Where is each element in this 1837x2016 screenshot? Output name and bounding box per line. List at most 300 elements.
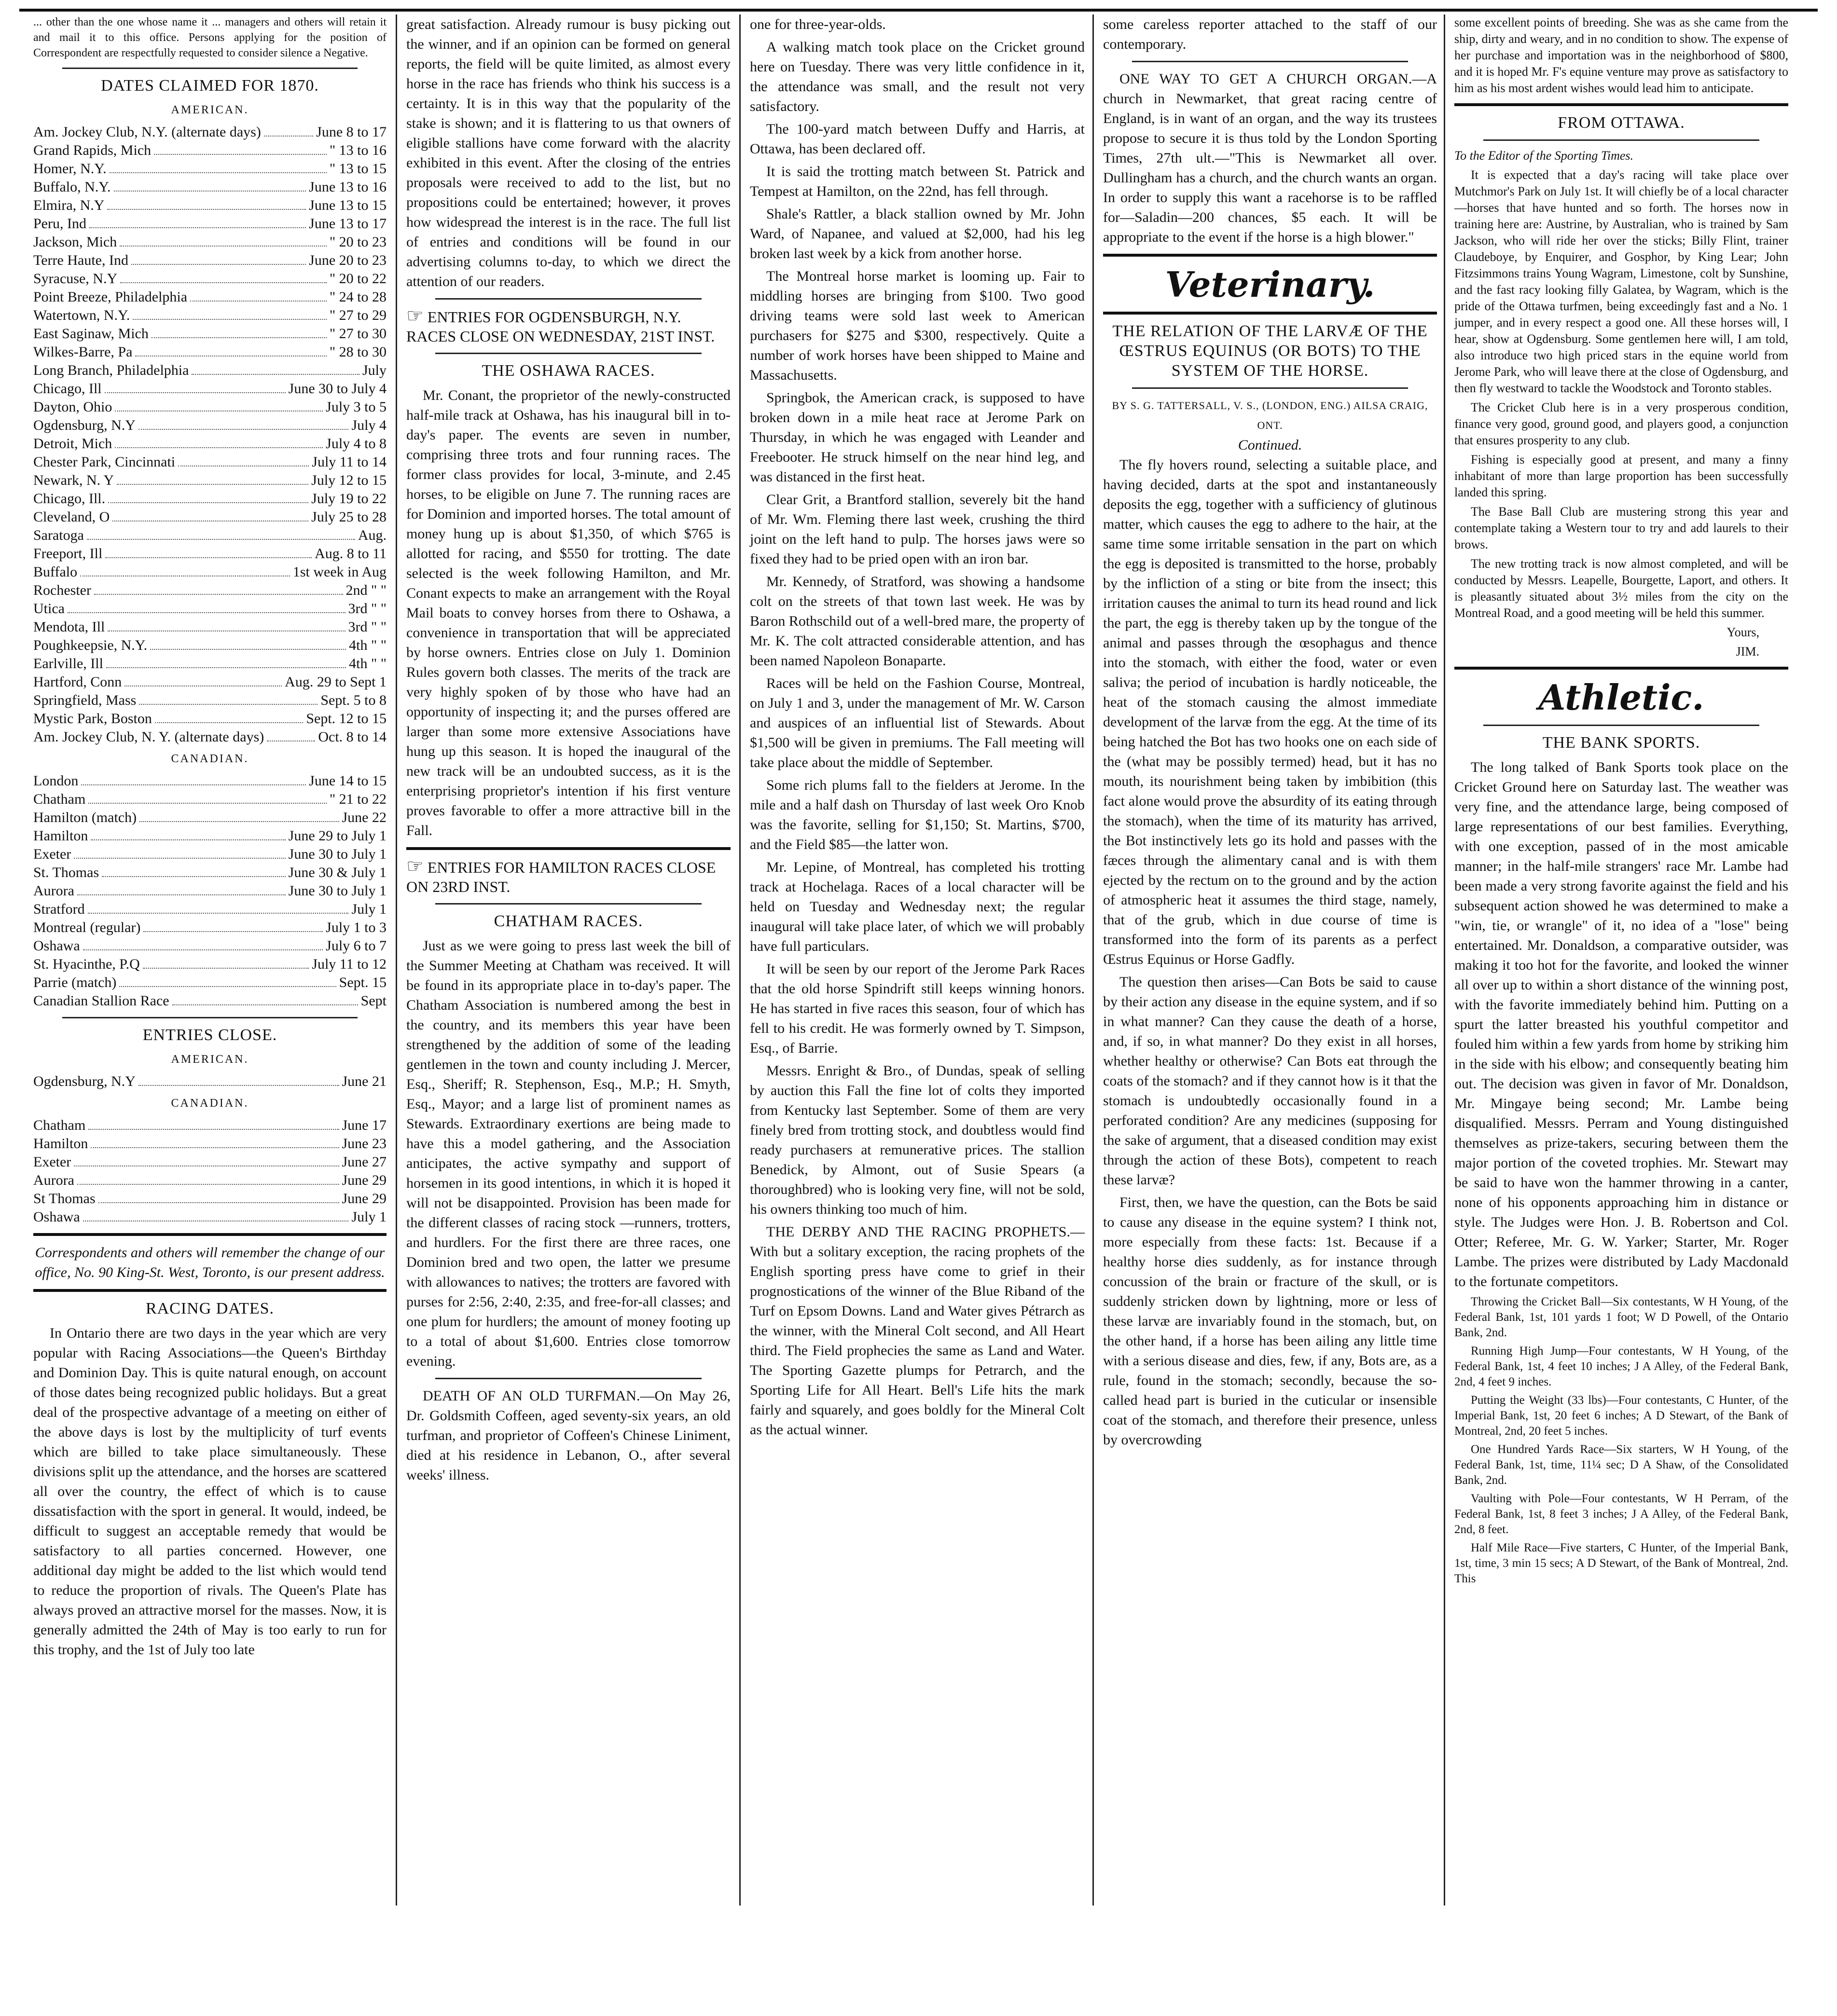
date-row [33,178,387,196]
leader-dots [88,900,349,914]
date-place: Hamilton [33,1136,88,1152]
leader-dots [106,655,346,668]
date-value: June 21 [342,1073,387,1089]
letter-signature: JIM. [1736,645,1759,658]
divider [1454,103,1788,106]
date-row [33,974,387,992]
leader-dots [120,233,327,247]
leader-dots [192,361,359,375]
chatham-races-body: Just as we were going to press last week the bill of the Summer Meeting at Chatham was received. It will be found in its appropriate place in to-day's paper. The Chatham Association is numbered among the best in the country, and its members this year have been strengthened by the addition of some of the leading gentlemen in the town and county including J. Mercer, Esq., Sheriff; R. Stephenson, Esq., M.P.; H. Smyth, Esq., Mayor; and a large list of prominent names as Stewards. Extraordinary exertions are being made to have this a model gathering, and the Association anticipates, the active sympathy and support of horsemen in its good intentions, in which it is hoped it will not be disappointed. Provision has been made for the different classes of racing stock —runners, trotters, and hurdlers. For the first there are three races, one Dominion bred and two open, the latter we presume with allowances to natives; the trotters are favored with purses for 2:56, 2:40, 2:35, and free-for-all classes; and one plum for hurdlers; the amount of money footing up to a total of about $1,600. Entries close tomorrow evening. [406,938,731,1369]
date-value: July 12 to 15 [311,472,387,488]
leader-dots [133,306,327,320]
canadian-dates-list [33,772,387,1010]
leader-dots [107,196,306,210]
leader-dots [68,600,345,613]
column-5 [1448,14,1795,1906]
racing-dates-title: RACING DATES. [145,1300,275,1317]
column-1 [27,14,393,1906]
date-row [33,416,387,435]
date-value: June 17 [342,1117,387,1133]
entries-close-title: ENTRIES CLOSE. [142,1026,277,1044]
date-value: June 23 [342,1136,387,1152]
news-item: Mr. Kennedy, of Stratford, was showing a handsome colt on the streets of that town last week. He was by Baron Rothschild out of a well-bred mare, the property of Mr. K. The colt attracted considerable attention, and has been named Napoleon Bonaparte. [750,574,1085,669]
date-place: Poughkeepsie, N.Y. [33,637,148,653]
date-value: 3rd " " [348,619,387,635]
divider [1103,254,1437,257]
date-value: " 21 to 22 [329,791,387,807]
hamilton-entries-heading [406,857,731,896]
date-place: Earlville, Ill [33,656,103,672]
date-value: July 4 to 8 [326,436,387,452]
leader-dots [91,827,285,840]
date-value: 4th " " [349,656,387,672]
date-value: Sept [360,993,387,1009]
date-row [33,306,387,325]
date-place: Freeport, Ill [33,546,103,562]
date-value: Aug. 29 to Sept 1 [285,674,387,690]
date-value: June 29 [342,1191,387,1207]
leader-dots [124,673,282,686]
date-row [33,827,387,845]
leader-dots [131,251,306,265]
news-item: Clear Grit, a Brantford stallion, severely bit the hand of Mr. Wm. Fleming there last week, crushing the third joint on the left hand to pulp. The horses jaws were so fixed they had to be pried open with an iron bar. [750,492,1085,567]
date-value: June 27 [342,1154,387,1170]
date-place: Elmira, N.Y [33,197,105,213]
divider [33,1289,387,1292]
entries-canadian-list [33,1116,387,1226]
date-value: July 6 to 7 [326,938,387,954]
divider [33,1233,387,1236]
date-row [33,233,387,251]
oshawa-races-title: THE OSHAWA RACES. [482,362,655,380]
date-place: London [33,773,79,789]
bots-article-body: The question then arises—Can Bots be said to cause by their action any disease in the equine system, and if so in what manner? Can they cause the death of a horse, and, if so, in what manner? Do they exist in all horses, whether healthy or otherwise? Can Bots eat through the coats of the stomach? and if they cannot how is it that the stomach is undoubtedly occasionally found in a perforated condition? Are any medicines (supposing for the sake of argument, that a diseased condition may exist through the action of these Bots), competent to reach these larvæ? [1103,974,1437,1188]
racing-dates-body: In Ontario there are two days in the year which are very popular with Racing Associations—the Queen's Birthday and Dominion Day. This is quite natural enough, on account of those dates being recognized public holidays. But a great deal of the prospective advantage of a meeting on either of the above days is lost by the multiplicity of turf events which are billed to take place simultaneously. These divisions split up the attendance, and the horses are scattered all over the country, the effect of which is to cause dissatisfaction with the sport in general. It would, indeed, be difficult to suggest an acceptable remedy that would be satisfactory to all parties concerned. However, one additional day might be added to the list which would tend to reduce the proportion of rivals. The Queen's Plate has always proved an attractive morsel for the masses. Now, it is generally admitted the 24th of May is too early to run for this trophy, and the 1st of July too late [33,1325,387,1658]
news-item: one for three-year-olds. [750,16,886,32]
divider [1483,139,1759,141]
american-dates-list [33,123,387,746]
date-place: Utica [33,601,65,617]
church-organ-item: ONE WAY TO GET A CHURCH ORGAN.—A church in Newmarket, that great racing centre of England, is in want of an organ, and the way its trustees propose to secure it is thus told by the London Sporting Times, 27th ult.—"This is Newmarket all over. Dullingham has a church, and the church wants an organ. In order to supply this want a racehorse is to be raffled for—Saladin—200 chances, $5 each. It will be appropriate to the event if the horse is a high blower." [1103,71,1437,245]
date-row [33,882,387,900]
date-row [33,900,387,919]
from-ottawa-title: FROM OTTAWA. [1558,114,1685,132]
date-row [33,215,387,233]
date-row [33,655,387,673]
ottawa-letter-body: The Cricket Club here is in a very prosperous condition, finance very good, ground good, and players good, a conjunction that ensures prosperity to any club. [1454,400,1788,447]
date-value: Sept. 5 to 8 [320,692,387,708]
leader-dots [154,141,327,155]
leader-dots [138,1072,339,1086]
leader-dots [119,974,336,987]
date-place: Chatham [33,1117,86,1133]
date-place: East Saginaw, Mich [33,326,149,342]
divider [406,847,731,850]
date-place: Ogdensburg, N.Y [33,1073,136,1089]
date-place: Newark, N. Y [33,472,114,488]
date-value: " 20 to 22 [329,271,387,287]
date-row [33,1135,387,1153]
date-place: Mendota, Ill [33,619,105,635]
news-item: Some rich plums fall to the fielders at Jerome. In the mile and a half dash on Thursday of last week Oro Knob was the favorite, selling for $1,150; St. Martins, $700, and the Field $85—the latter won. [750,777,1085,852]
column-2 [400,14,737,1906]
date-value: Aug. [358,527,387,543]
leader-dots [112,508,308,521]
leader-dots [94,581,343,595]
ottawa-letter-body: The new trotting track is now almost completed, and will be conducted by Messrs. Leapelle, Bourgette, Laport, and others. It is pleasantly situated about 3½ miles from the city on the Montreal Road, and a good meeting will be held this summer. [1454,557,1788,620]
date-row [33,636,387,655]
date-row [33,992,387,1010]
divider [1103,312,1437,315]
news-item: The Montreal horse market is looming up. Fair to middling horses are bringing from $100. Two good driving teams were sold last week to American purchasers for $275 and $300, respectively. Quite a number of work horses have been shipped to Maine and Massachusetts. [750,268,1085,383]
veterinary-section-heading: Veterinary. [1165,264,1375,305]
entries-american-label: AMERICAN. [171,1053,249,1066]
date-row [33,691,387,710]
leader-dots [102,864,286,877]
american-label: AMERICAN. [171,104,249,116]
leader-dots [155,710,303,723]
date-row [33,728,387,746]
date-place: Oshawa [33,1209,80,1225]
date-place: Oshawa [33,938,80,954]
leader-dots [190,288,327,302]
date-place: Grand Rapids, Mich [33,142,152,158]
date-value: June 14 to 15 [309,773,387,789]
date-row [33,160,387,178]
date-value: June 30 to July 1 [288,883,387,899]
letter-closing: Yours, [1727,625,1759,639]
date-value: " 24 to 28 [329,289,387,305]
date-value: 1st week in Aug [292,564,387,580]
date-place: Cleveland, O [33,509,110,525]
leader-dots [267,728,315,741]
date-place: St Thomas [33,1191,96,1207]
date-value: July 1 [351,1209,387,1225]
date-row [33,123,387,141]
leader-dots [114,178,306,192]
bank-sports-results [1454,1294,1788,1587]
ottawa-letter-body: It is expected that a day's racing will take place over Mutchmor's Park on July 1st. It will chiefly be of a local character—horses that have hunted and so forth. The horses now in training here are: Austrine, by Australian, who is trained by Sam Jackson, who will ride her over the sticks; Billy Flint, trainer Claudeboye, by Enquirer, and Gosphor, by King Lear; John Fitzsimmons trains Young Wagram, Limestone, colt by Sunshine, and the fast racy looking filly Galatea, by Wagram, which is the pride of the Ottawa turfmen, being exceedingly fast and a No. 1 jumper, and in every respect a good one. All these horses will, I hear, show at Ogdensburg. Some gentlemen here will, I am told, also introduce two high priced stars in the equine world from Jerome Park, who will leave there at the close of Ogdensburg, and then fly westward to tackle the Woodstock and Toronto stables. [1454,168,1788,395]
date-place: Peru, Ind [33,216,86,232]
date-row [33,490,387,508]
date-row [33,955,387,974]
news-item: some excellent points of breeding. She was as she came from the ship, dirty and weary, and in no condition to show. The expense of her purchase and importation was in the neighborhood of $800, and it is hoped Mr. F's equine venture may prove as satisfactory to him as his most ardent wishes would lead him to anticipate. [1454,15,1788,95]
date-value: June 13 to 16 [309,179,387,195]
athletic-section-heading: Athletic. [1538,677,1704,718]
news-item: some careless reporter attached to the staff of our contemporary. [1103,16,1437,52]
leader-dots [264,123,313,137]
date-row [33,1116,387,1135]
date-place: Buffalo [33,564,78,580]
date-row [33,288,387,306]
ottawa-letter-body: The Base Ball Club are mustering strong this year and contemplate taking a Western tour to try and add laurels to their brows. [1454,505,1788,551]
entries-american-list [33,1072,387,1091]
article-continued: great satisfaction. Already rumour is busy picking out the winner, and if an opinion can be formed on general reports, the field will be quite limited, as almost every horse in the race has friends who think his success is a certainty. It is in this way that the popularity of the stake is shown; and it is flattering to us that owners of eligible stallions have come forward with the alacrity exhibited in this event. After the closing of the entries proposals were received to add to the list, but no propositions could be entertained; however, it proves how widespread the interest is in the race. The full list of entries and conditions will be found in our advertising columns to-day, to which we direct the attention of our readers. [406,16,731,289]
date-value: 3rd " " [348,601,387,617]
leader-dots [115,398,323,411]
date-place: Exeter [33,1154,71,1170]
dates-claimed-title: DATES CLAIMED FOR 1870. [101,77,319,95]
divider [435,353,702,354]
leader-dots [117,471,308,485]
column-3 [743,14,1091,1906]
news-item: The 100-yard match between Duffy and Harris, at Ottawa, has been declared off. [750,121,1085,157]
divider [1132,61,1408,62]
date-place: Parrie (match) [33,974,117,990]
date-place: Aurora [33,1172,74,1188]
date-row [33,1208,387,1226]
date-row [33,471,387,490]
event-result: Half Mile Race—Five starters, C Hunter, of the Imperial Bank, 1st, time, 3 min 15 secs; A D Stewart, of the Bank of Montreal, 2nd. This [1454,1541,1788,1585]
news-item: Shale's Rattler, a black stallion owned by Mr. John Ward, of Napanee, and valued at $2,000, had his leg broken last week by a kick from another horse. [750,206,1085,261]
leader-dots [98,1190,339,1203]
date-row [33,380,387,398]
date-value: July 11 to 14 [312,454,387,470]
leader-dots [110,160,327,173]
date-value: June 30 to July 4 [288,381,387,397]
date-value: Aug. 8 to 11 [315,546,387,562]
date-place: Hamilton [33,828,88,844]
leader-dots [74,1153,339,1166]
leader-dots [108,490,308,503]
event-result: Running High Jump—Four contestants, W H Young, of the Federal Bank, 1st, 4 feet 10 inches; J A Alley, of the Federal Bank, 2nd, 4 feet 9 inches. [1454,1344,1788,1388]
divider [435,1378,702,1379]
date-row [33,581,387,600]
leader-dots [80,563,290,576]
divider [1483,725,1759,726]
date-value: " 13 to 16 [329,142,387,158]
date-value: July 25 to 28 [311,509,387,525]
news-item: It is said the trotting match between St. Patrick and Tempest at Hamilton, on the 22nd, has fell through. [750,164,1085,199]
date-place: St. Thomas [33,864,99,880]
continued-label: Continued. [1238,437,1302,453]
date-value: July [362,362,387,378]
column-4 [1096,14,1444,1906]
column-rule [1092,14,1094,1906]
ogdensburg-entries-heading [406,306,731,346]
date-value: " 28 to 30 [329,344,387,360]
date-row [33,343,387,361]
date-place: Chatham [33,791,86,807]
date-value: June 29 [342,1172,387,1188]
date-row [33,673,387,691]
top-rule [19,9,1818,12]
leader-dots [152,325,327,338]
date-place: Mystic Park, Boston [33,711,152,727]
date-place: Dayton, Ohio [33,399,112,415]
date-row [33,453,387,471]
date-place: Am. Jockey Club, N. Y. (alternate days) [33,729,264,745]
leader-dots [178,453,309,466]
date-place: Chicago, Ill. [33,491,106,507]
leader-dots [139,691,318,705]
date-row [33,196,387,215]
date-value: July 4 [351,417,387,433]
divider [435,298,702,300]
event-result: Vaulting with Pole—Four contestants, W H Perram, of the Federal Bank, 1st, 8 feet 3 inches; J A Alley, of the Federal Bank, 2nd, 8 feet. [1454,1492,1788,1536]
office-notice: Correspondents and others will remember the change of our office, No. 90 King-St. West, Toronto, is our present address. [35,1245,385,1280]
date-row [33,845,387,864]
date-place: Rochester [33,582,91,598]
pointing-hand-icon: ☞ [406,855,424,877]
date-place: Saratoga [33,527,84,543]
leader-dots [83,937,323,950]
date-row [33,398,387,416]
bots-article-body: First, then, we have the question, can the Bots be said to cause any disease in the equine system? I think not, more especially from these facts: 1st. Because if a healthy horse dies suddenly, as for instance through concussion of the brain or fracture of the skull, or is suddenly stricken down by lightning, more or less of these larvæ are invariably found in the stomach, but, on the other hand, if a horse has been ailing any little time with a serious disease and dies, few, if any, Bots are, as a rule, found in the stomach; secondly, because the so-called head part is buried in the cuticular or insensible coat of the stomach, and therefore their presence, unless by overcrowding [1103,1194,1437,1448]
date-place: Wilkes-Barre, Pa [33,344,133,360]
leader-dots [135,343,327,357]
date-value: Sept. 12 to 15 [306,711,387,727]
leader-dots [83,1208,349,1221]
date-value: July 3 to 5 [326,399,387,415]
date-row [33,325,387,343]
date-value: July 1 to 3 [326,919,387,935]
date-place: Stratford [33,901,85,917]
leader-dots [143,919,323,932]
news-item: Messrs. Enright & Bro., of Dundas, speak of selling by auction this Fall the fine lot of colts they imported from Kentucky last September. Some of them are very finely bred from trotting stock, and doubtless would find ready purchasers at remunerative prices. The stallion Benedick, by Almont, out of Susie Spears (a thoroughbred) who is looking very fine, will not be sold, his owners thinking too much of him. [750,1063,1085,1217]
date-value: Sept. 15 [339,974,387,990]
date-row [33,1171,387,1190]
date-place: Watertown, N.Y. [33,307,130,323]
bots-article-body: The fly hovers round, selecting a suitable place, and having decided, darts at the spot and instantaneously deposits the egg, together with a sufficiency of glutinous matter, which causes the egg to adhere to the hair, at the same time some irritable sensation in the part on which the egg is deposited is transmitted to the horse, probably by the infliction of a sting or bite from the insect; this irritation causes the animal to turn its head round and lick the part, the egg is thereby taken up by the tongue of the animal and passes through the œsophagus and thence into the stomach, with either the food, water or even saliva; the period of incubation is hardly noticeable, the heat of the stomach causing the almost immediate development of the larvæ from the egg. At the time of its being hatched the Bot has two hooks one on each side of the (what may be possibly termed) head, but it has no mouth, its nourishment being taken by imbibition (this fact alone would prove the absurdity of its eating through the stomach), when the time of its maturity has arrived, the Bot instinctively lets go its hold and passes with the fæces through the alimentary canal and is with them ejected by the rectum on to the ground and by the action of atmospheric heat it assumes the third stage, namely, that of the grub, which in due course of time is transformed into the form of its parents as a perfect Œstrus Equinus or Horse Gadfly. [1103,457,1437,967]
date-row [33,545,387,563]
divider [62,68,358,69]
news-item: THE DERBY AND THE RACING PROPHETS.—With but a solitary exception, the racing prophets of the English sporting press have come to grief in their prognostications of the winner of the Blue Riband of the Turf on Epsom Downs. Land and Water gives Pétrarch as the winner, with the Mineral Colt second, and All Heart third. The Field prophecies the same as Land and Water. The Sporting Gazette plumps for Petrarch, and the Sporting Life for All Heart. Bell's Life hits the mark fairly and squarely, and goes boldly for the Mineral Colt as the actual winner. [750,1224,1085,1438]
date-place: Hamilton (match) [33,809,137,825]
leader-dots [87,526,355,540]
date-place: Terre Haute, Ind [33,252,128,268]
news-item: Races will be held on the Fashion Course, Montreal, on July 1 and 3, under the management of Mr. W. Carson and auspices of an influential list of Stewards. About $1,500 will be given in premiums. The Fall meeting will take place about the middle of September. [750,675,1085,770]
date-row [33,919,387,937]
date-row [33,937,387,955]
date-value: " 27 to 29 [329,307,387,323]
intro-notice: ... other than the one whose name it ... managers and others will retain it and mail it to this office. Persons applying for the position of Correspondent are respectfully requested to consider silence a Negative. [33,16,387,59]
date-place: Exeter [33,846,71,862]
date-value: June 8 to 17 [316,124,387,140]
leader-dots [115,435,323,448]
date-place: Ogdensburg, N.Y [33,417,136,433]
date-place: Springfield, Mass [33,692,137,708]
leader-dots [139,809,339,822]
leader-dots [105,380,286,393]
date-place: Jackson, Mich [33,234,117,250]
leader-dots [89,215,306,228]
leader-dots [172,992,358,1005]
date-place: Hartford, Conn [33,674,122,690]
date-place: Point Breeze, Philadelphia [33,289,188,305]
date-row [33,618,387,636]
date-row [33,1190,387,1208]
date-value: June 22 [342,809,387,825]
date-row [33,251,387,270]
date-value: July 19 to 22 [311,491,387,507]
letter-salutation: To the Editor of the Sporting Times. [1454,149,1634,163]
bank-sports-body: The long talked of Bank Sports took place on the Cricket Ground here on Saturday last. The weather was very fine, and the attendance large, being composed of large representations of our best families. Everything, with one exception, passed of in the most amicable manner; in the half-mile strangers' race Mr. Lambe had been made a very strong favorite against the field and his subsequent action showed he was determined to make a "win, tie, or wrangle" of it, no idea of a "lose" being entertained. Mr. Donaldson, a comparative outsider, was making it too hot for the favorite, and looked the winner all over up to within a short distance of the winning post, with the favorite immediately behind him. Putting on a spurt the latter breasted his youthful competitor and fouled him within a few yards from home by striking him in the side with his elbow; and consequently beating him out. The decision was given in favor of Mr. Donaldson, Mr. Mingaye being second; Mr. Lambe being disqualified. Messrs. Perram and Young distinguished themselves as prize-takers, securing between them the major portion of the coveted trophies. Mr. Stewart may be said to have won the hammer throwing in a canter, none of his opponents approaching him in distance or style. The Judges were Hon. J. B. Robertson and Col. Otter; Referee, Mr. G. W. Yarker; Starter, Mr. Roger Lambe. The prizes were distributed by Lady Macdonald to the fortunate competitors. [1454,759,1788,1289]
pointing-hand-icon: ☞ [406,305,424,327]
article-byline: BY S. G. TATTERSALL, V. S., (LONDON, ENG.) AILSA CRAIG, ONT. [1112,399,1428,431]
date-row [33,710,387,728]
date-value: July 11 to 12 [312,956,387,972]
date-row [33,141,387,160]
leader-dots [88,1116,339,1130]
divider [62,1017,358,1018]
date-place: Syracuse, N.Y [33,271,118,287]
canadian-label: CANADIAN. [171,753,249,765]
date-place: Chester Park, Cincinnati [33,454,176,470]
leader-dots [120,270,327,283]
date-value: June 20 to 23 [309,252,387,268]
date-value: June 30 & July 1 [288,864,387,880]
leader-dots [143,955,309,969]
date-place: Canadian Stallion Race [33,993,169,1009]
date-place: St. Hyacinthe, P.Q [33,956,140,972]
event-result: Throwing the Cricket Ball—Six contestants, W H Young, of the Federal Bank, 1st, 101 yards 1 foot; W D Powell, of the Ontario Bank, 2nd. [1454,1295,1788,1339]
divider [1454,667,1788,670]
date-value: Oct. 8 to 14 [318,729,387,745]
event-result: One Hundred Yards Race—Six starters, W H Young, of the Federal Bank, 1st, time, 11¼ sec; D A Shaw, of the Consolidated Bank, 2nd. [1454,1443,1788,1487]
date-value: " 27 to 30 [329,326,387,342]
leader-dots [88,790,327,804]
date-value: June 29 to July 1 [288,828,387,844]
date-value: June 13 to 15 [309,197,387,213]
oshawa-races-body: Mr. Conant, the proprietor of the newly-constructed half-mile track at Oshawa, has his inaugural bill in to-day's paper. The events are seven in number, comprising three trots and four running races. The former class provides for local, 3-minute, and 2.45 horses, to be eligible on June 7. The running races are for Dominion and imported horses. The total amount of money hung up is about $1,350, of which $765 is allotted for racing, and $550 for trotting. The date selected is the week following Hamilton, and Mr. Conant expects to make an arrangement with the Royal Mail boats to convey horses from there to Oshawa, a convenience in transportation that will be appreciated by horse owners. Entries close on July 1. Dominion Rules govern both classes. The merits of the track are very highly spoken of by those who have had an opportunity of inspecting it; and the purses offered are larger than some more extensive Associations have hung up this season. It is hoped the inaugural of the new track will be an undoubted success, as it is the enterprising proprietor's intention if his first venture proves favorable to offer a more attractive bill in the Fall. [406,387,731,838]
leader-dots [77,1171,339,1185]
leader-dots [91,1135,339,1148]
date-row [33,864,387,882]
date-place: Chicago, Ill [33,381,102,397]
date-row [33,508,387,526]
leader-dots [74,845,285,859]
ogdensburg-entries-text: ENTRIES FOR OGDENSBURGH, N.Y. RACES CLOSE ON WEDNESDAY, 21ST INST. [406,308,715,345]
column-rule [1444,14,1445,1906]
date-value: 2nd " " [345,582,387,598]
leader-dots [81,772,306,785]
date-row [33,563,387,581]
news-item: It will be seen by our report of the Jerome Park Races that the old horse Spindrift still keeps winning honors. He has started in five races this season, four of which has fell to his credit. He was formerly owned by T. Simpson, Esq., of Barrie. [750,961,1085,1056]
leader-dots [105,545,312,558]
date-row [33,772,387,790]
date-value: " 20 to 23 [329,234,387,250]
date-value: June 13 to 17 [309,216,387,232]
leader-dots [108,618,345,631]
news-item: Springbok, the American crack, is supposed to have broken down in a mile heat race at Jerome Park on Thursday, in which he was engaged with Leander and Freebooter. He struck himself on the near hind leg, and was distanced in the first heat. [750,390,1085,485]
column-rule [739,14,741,1906]
date-value: July 1 [351,901,387,917]
event-result: Putting the Weight (33 lbs)—Four contestants, C Hunter, of the Imperial Bank, 1st, 20 feet 6 inches; A D Stewart, of the Bank of Montreal, 2nd, 20 feet 5 inches. [1454,1394,1788,1438]
date-place: Long Branch, Philadelphia [33,362,189,378]
leader-dots [150,636,346,650]
divider [435,903,702,905]
entries-canadian-label: CANADIAN. [171,1097,249,1110]
date-row [33,600,387,618]
leader-dots [77,882,286,895]
hamilton-entries-text: ENTRIES FOR HAMILTON RACES CLOSE ON 23RD INST. [406,859,716,895]
chatham-races-title: CHATHAM RACES. [494,912,643,930]
divider [1132,387,1408,389]
date-place: Montreal (regular) [33,919,141,935]
bank-sports-title: THE BANK SPORTS. [1542,734,1700,752]
news-item: A walking match took place on the Cricket ground here on Tuesday. There was very little confidence in it, the attendance was small, and the result not very satisfactory. [750,39,1085,114]
old-turfman-notice: DEATH OF AN OLD TURFMAN.—On May 26, Dr. Goldsmith Coffeen, aged seventy-six years, an old turfman, and proprietor of Coffeen's Chinese Liniment, died at his residence in Lebanon, O., after several weeks' illness. [406,1388,731,1483]
ottawa-letter-body: Fishing is especially good at present, and many a finny inhabitant of more than large proportion has been successfully landed this spring. [1454,453,1788,499]
date-place: Buffalo, N.Y. [33,179,111,195]
date-place: Aurora [33,883,74,899]
leader-dots [138,416,349,430]
date-row [33,809,387,827]
date-row [33,270,387,288]
date-row [33,435,387,453]
date-place: Am. Jockey Club, N.Y. (alternate days) [33,124,261,140]
